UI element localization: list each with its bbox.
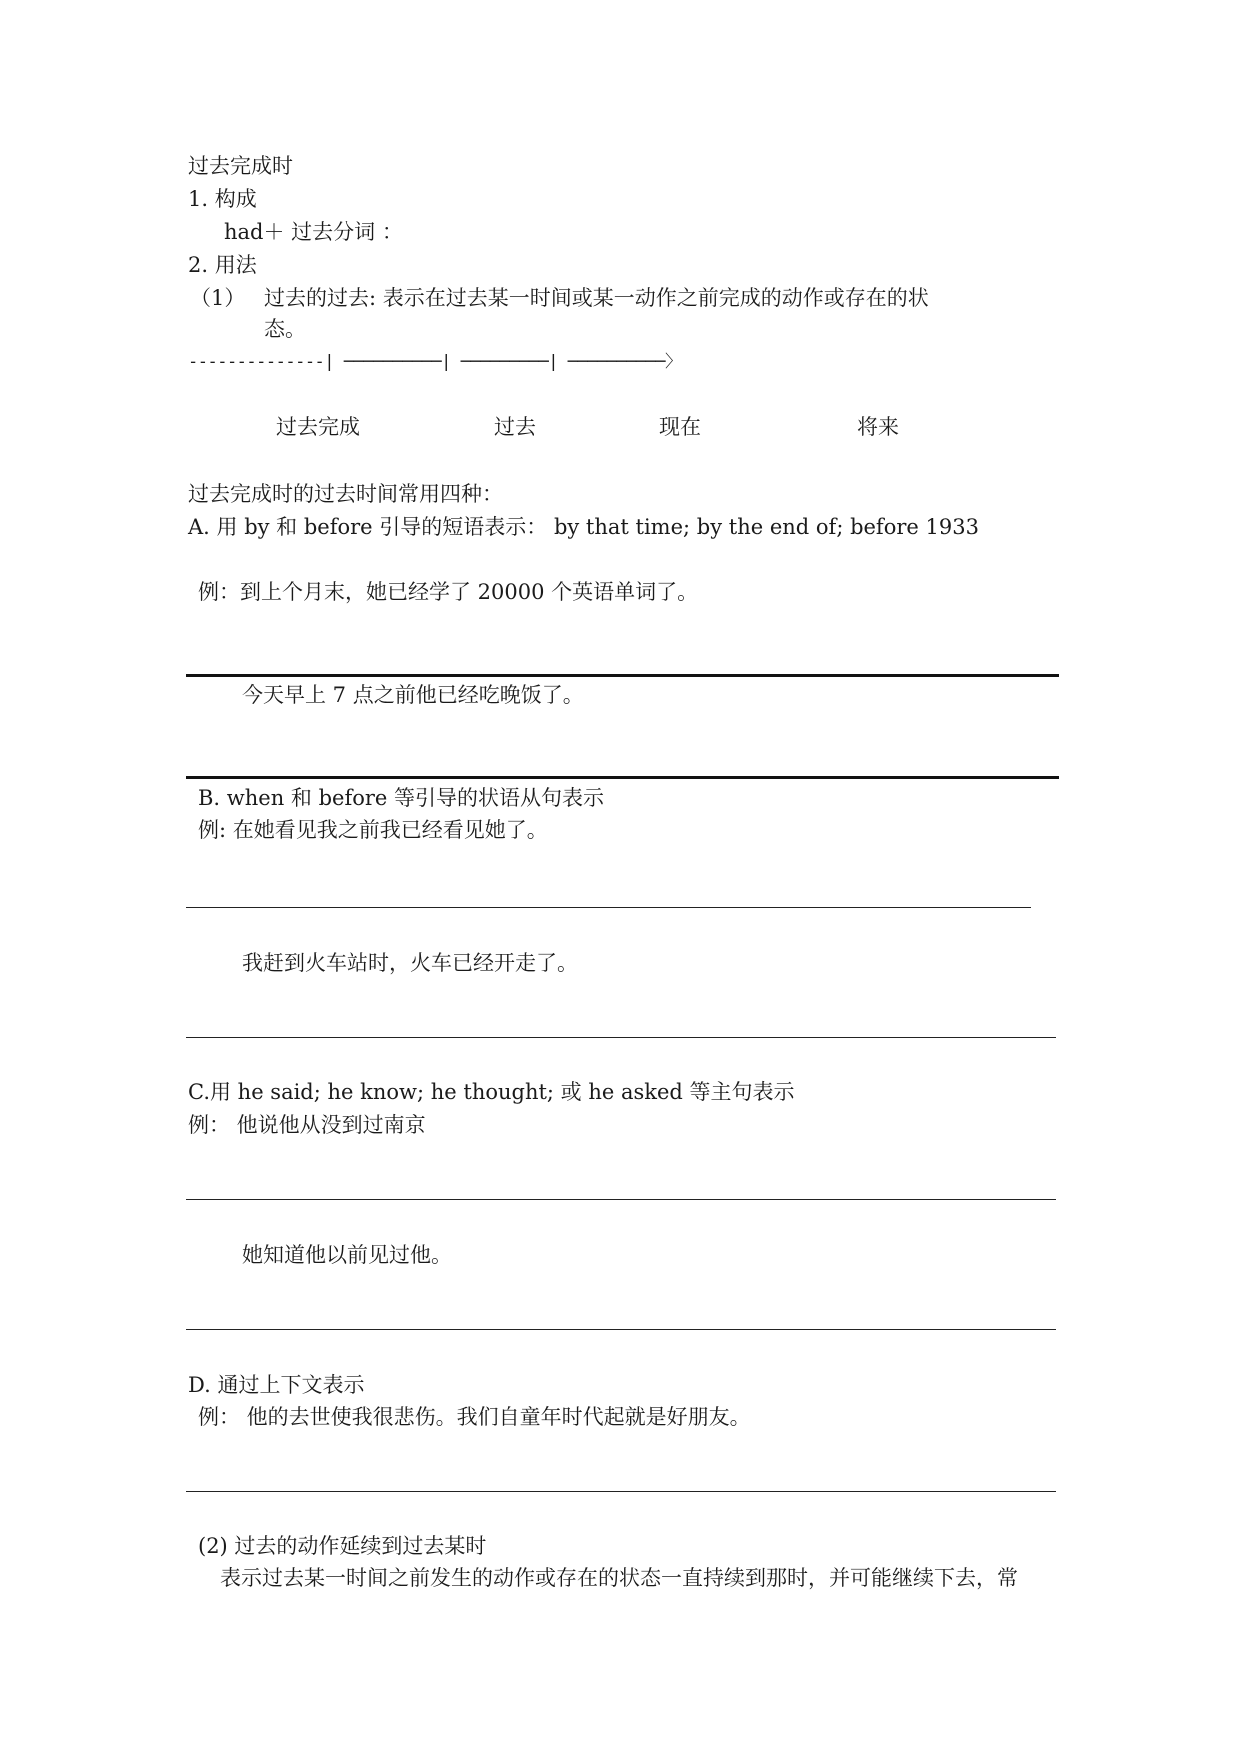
- type-a-example-2: 今天早上 7 点之前他已经吃晚饭了。: [242, 683, 584, 707]
- doc-title: 过去完成时: [188, 154, 293, 178]
- timeline-axis: --------------| ──────────| ─────────| ──────────〉: [188, 352, 682, 372]
- four-types-intro: 过去完成时的过去时间常用四种：: [188, 482, 503, 506]
- answer-line-c2[interactable]: [186, 1329, 1056, 1330]
- answer-line-b2[interactable]: [186, 1037, 1056, 1038]
- type-d-example-1: 例： 他的去世使我很悲伤。我们自童年时代起就是好朋友。: [198, 1405, 751, 1429]
- type-a-line: A. 用 by 和 before 引导的短语表示： by that time; by the end of; before 1933: [188, 515, 979, 539]
- timeline-label-past-perfect: 过去完成: [276, 415, 360, 439]
- timeline-label-present: 现在: [659, 415, 701, 439]
- type-b-example-2: 我赶到火车站时，火车已经开走了。: [242, 951, 578, 975]
- usage-1-text-line1: 过去的过去: 表示在过去某一时间或某一动作之前完成的动作或存在的状: [264, 286, 929, 310]
- timeline-label-future: 将来: [857, 415, 899, 439]
- type-c-line: C.用 he said; he know; he thought; 或 he asked 等主句表示: [188, 1080, 795, 1104]
- answer-line-a1[interactable]: [186, 674, 1059, 677]
- type-b-example-1: 例: 在她看见我之前我已经看见她了。: [198, 818, 548, 842]
- type-a-example-1: 例：到上个月末，她已经学了 20000 个英语单词了。: [198, 580, 699, 604]
- answer-line-b1[interactable]: [186, 907, 1031, 908]
- usage-1-number: （1）: [190, 286, 246, 310]
- type-d-line: D. 通过上下文表示: [188, 1373, 365, 1397]
- answer-line-d1[interactable]: [186, 1491, 1056, 1492]
- type-b-line: B. when 和 before 等引导的状语从句表示: [198, 786, 605, 810]
- formula-text: had＋ 过去分词 ：: [224, 220, 403, 244]
- usage-2-heading: (2) 过去的动作延续到过去某时: [198, 1534, 487, 1558]
- usage-2-text-line1: 表示过去某一时间之前发生的动作或存在的状态一直持续到那时，并可能继续下去，常: [220, 1566, 1018, 1590]
- timeline-label-past: 过去: [494, 415, 536, 439]
- section-2-heading: 2. 用法: [188, 253, 257, 277]
- usage-1-text-line2: 态。: [264, 317, 306, 341]
- answer-line-a2[interactable]: [186, 776, 1059, 779]
- answer-line-c1[interactable]: [186, 1199, 1056, 1200]
- section-1-heading: 1. 构成: [188, 187, 257, 211]
- type-c-example-2: 她知道他以前见过他。: [242, 1243, 452, 1267]
- type-c-example-1: 例： 他说他从没到过南京: [188, 1113, 426, 1137]
